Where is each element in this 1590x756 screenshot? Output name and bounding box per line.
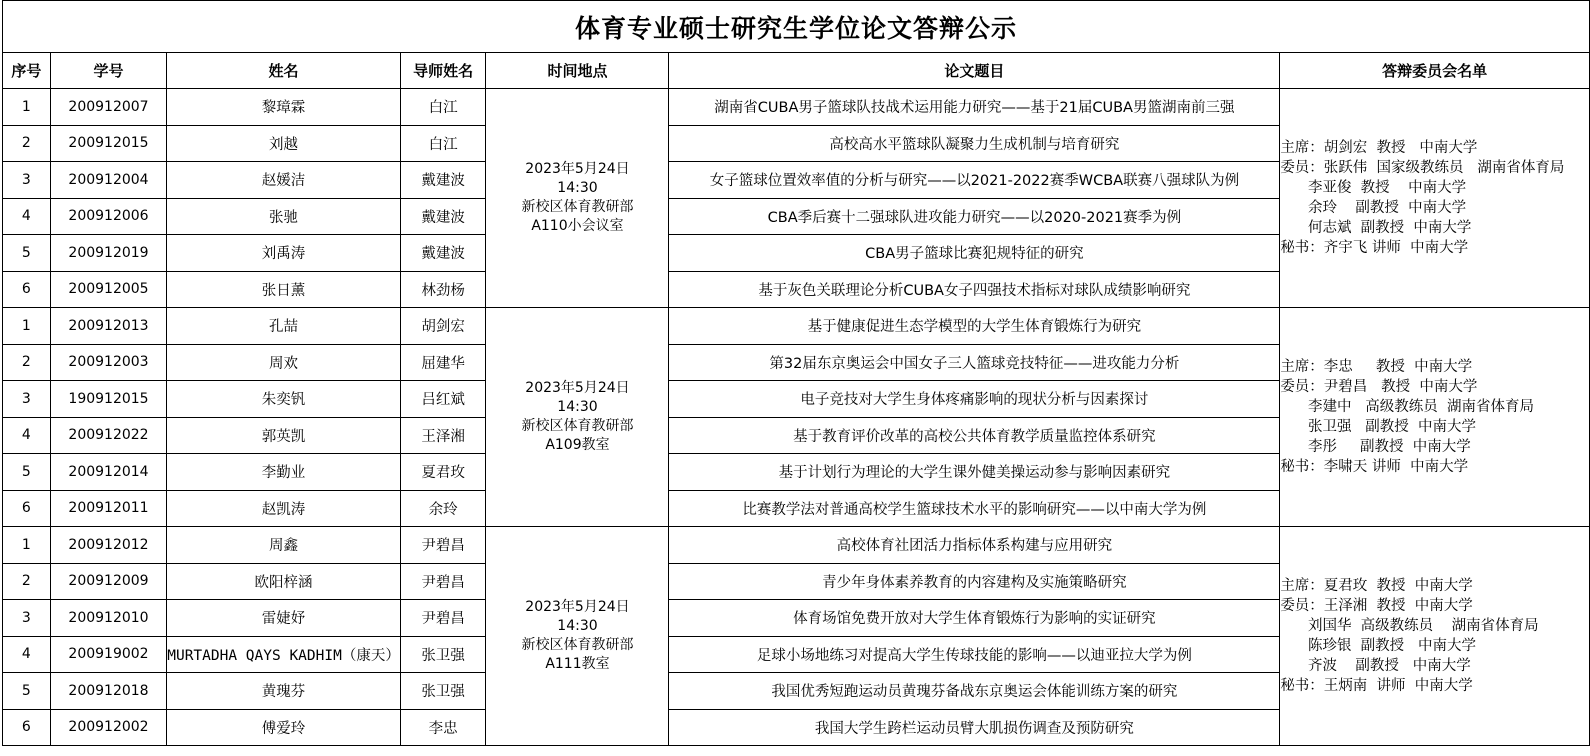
thesis-title-cell: 青少年身体素养教育的内容建构及实施策略研究 [669,563,1280,600]
seq-cell: 3 [3,381,51,418]
committee-line: 主席：夏君玫 教授 中南大学 [1280,578,1473,594]
thesis-title-cell: 足球小场地练习对提高大学生传球技能的影响——以迪亚拉大学为例 [669,636,1280,673]
advisor-cell: 张卫强 [400,673,486,710]
advisor-cell: 李忠 [400,709,486,746]
student-name-cell: 傅爱玲 [167,709,401,746]
time-place-place: 新校区体育教研部 [521,199,634,215]
seq-cell: 5 [3,673,51,710]
thesis-title-cell: CBA季后赛十二强球队进攻能力研究——以2020-2021赛季为例 [669,198,1280,235]
time-place-time: 2023年5月24日 [525,380,630,396]
student-name-cell: 李勤业 [167,454,401,491]
committee-line: 陈珍银 副教授 中南大学 [1280,638,1477,654]
committee-line: 主席：李忠 教授 中南大学 [1280,359,1473,375]
student-name-cell: 黄瑰芬 [167,673,401,710]
seq-cell: 3 [3,162,51,199]
thesis-title-cell: 比赛教学法对普通高校学生篮球技术水平的影响研究——以中南大学为例 [669,490,1280,527]
advisor-cell: 胡剑宏 [400,308,486,345]
committee-line: 委员：尹碧昌 教授 中南大学 [1280,379,1478,395]
student-name-cell: 赵媛洁 [167,162,401,199]
thesis-title-cell: 高校体育社团活力指标体系构建与应用研究 [669,527,1280,564]
committee-line: 李彤 副教授 中南大学 [1280,439,1471,455]
student-id-cell: 200912002 [50,709,166,746]
thesis-title-cell: 女子篮球位置效率值的分析与研究——以2021-2022赛季WCBA联赛八强球队为例 [669,162,1280,199]
table-row [3,308,1590,345]
thesis-title-cell: CBA男子篮球比赛犯规特征的研究 [669,235,1280,272]
seq-cell: 1 [3,527,51,564]
student-id-cell: 200912014 [50,454,166,491]
student-id-cell: 200912009 [50,563,166,600]
header-name: 姓名 [167,53,401,89]
advisor-cell: 戴建波 [400,198,486,235]
committee-line: 齐波 副教授 中南大学 [1280,658,1471,674]
seq-cell: 1 [3,308,51,345]
seq-cell: 4 [3,198,51,235]
time-place-room: A111教室 [545,656,610,672]
student-id-cell: 200912022 [50,417,166,454]
committee-cell [1280,527,1590,746]
committee-line: 余玲 副教授 中南大学 [1280,200,1467,216]
seq-cell: 1 [3,89,51,126]
thesis-title-cell: 基于计划行为理论的大学生课外健美操运动参与影响因素研究 [669,454,1280,491]
thesis-title-cell: 第32届东京奥运会中国女子三人篮球竞技特征——进攻能力分析 [669,344,1280,381]
student-name-cell: 刘禹涛 [167,235,401,272]
committee-line: 主席：胡剑宏 教授 中南大学 [1280,140,1478,156]
time-place-clock: 14:30 [557,180,598,196]
student-name-cell: 朱奕钒 [167,381,401,418]
advisor-cell: 尹碧昌 [400,527,486,564]
committee-line: 委员：王泽湘 教授 中南大学 [1280,598,1473,614]
thesis-title-cell: 我国优秀短跑运动员黄瑰芬备战东京奥运会体能训练方案的研究 [669,673,1280,710]
student-id-cell: 190912015 [50,381,166,418]
student-id-cell: 200912018 [50,673,166,710]
student-name-cell: MURTADHA QAYS KADHIM（康天） [167,636,401,673]
advisor-cell: 吕红斌 [400,381,486,418]
advisor-cell: 尹碧昌 [400,600,486,637]
student-id-cell: 200912006 [50,198,166,235]
committee-cell [1280,308,1590,527]
time-place-place: 新校区体育教研部 [521,637,634,653]
header-advisor: 导师姓名 [400,53,486,89]
committee-line: 李建中 高级教练员 湖南省体育局 [1280,399,1535,415]
student-id-cell: 200912003 [50,344,166,381]
student-name-cell: 张驰 [167,198,401,235]
committee-line: 李亚俊 教授 中南大学 [1280,180,1467,196]
defense-table [2,0,1590,746]
student-name-cell: 赵凯涛 [167,490,401,527]
student-name-cell: 周欢 [167,344,401,381]
student-id-cell: 200912012 [50,527,166,564]
student-name-cell: 黎璋霖 [167,89,401,126]
time-place-clock: 14:30 [557,399,598,415]
time-place-room: A109教室 [545,437,610,453]
student-id-cell: 200912005 [50,271,166,308]
student-id-cell: 200912004 [50,162,166,199]
student-name-cell: 刘越 [167,125,401,162]
student-id-cell: 200912015 [50,125,166,162]
seq-cell: 6 [3,271,51,308]
student-name-cell: 欧阳梓涵 [167,563,401,600]
committee-line: 刘国华 高级教练员 湖南省体育局 [1280,618,1539,634]
advisor-cell: 戴建波 [400,235,486,272]
advisor-cell: 余玲 [400,490,486,527]
seq-cell: 2 [3,125,51,162]
header-seq: 序号 [3,53,51,89]
committee-line: 秘书：齐宇飞 讲师 中南大学 [1280,240,1469,256]
time-place-cell [486,527,669,746]
header-student-id: 学号 [50,53,166,89]
advisor-cell: 夏君玫 [400,454,486,491]
seq-cell: 2 [3,344,51,381]
student-id-cell: 200912011 [50,490,166,527]
seq-cell: 2 [3,563,51,600]
page-title: 体育专业硕士研究生学位论文答辩公示 [3,1,1590,53]
advisor-cell: 戴建波 [400,162,486,199]
time-place-cell [486,89,669,308]
seq-cell: 3 [3,600,51,637]
committee-line: 秘书：王炳南 讲师 中南大学 [1280,678,1473,694]
thesis-title-cell: 高校高水平篮球队凝聚力生成机制与培育研究 [669,125,1280,162]
table-row [3,527,1590,564]
student-id-cell: 200912019 [50,235,166,272]
thesis-title-cell: 电子竞技对大学生身体疼痛影响的现状分析与因素探讨 [669,381,1280,418]
thesis-title-cell: 湖南省CUBA男子篮球队技战术运用能力研究——基于21届CUBA男篮湖南前三强 [669,89,1280,126]
seq-cell: 5 [3,454,51,491]
time-place-clock: 14:30 [557,618,598,634]
advisor-cell: 林劲杨 [400,271,486,308]
student-name-cell: 郭英凯 [167,417,401,454]
table-row [3,89,1590,126]
thesis-title-cell: 基于健康促进生态学模型的大学生体育锻炼行为研究 [669,308,1280,345]
advisor-cell: 白江 [400,125,486,162]
committee-line: 秘书：李啸天 讲师 中南大学 [1280,459,1469,475]
student-id-cell: 200912013 [50,308,166,345]
time-place-room: A110小会议室 [531,218,624,234]
thesis-title-cell: 我国大学生跨栏运动员臂大肌损伤调查及预防研究 [669,709,1280,746]
seq-cell: 6 [3,490,51,527]
student-name-cell: 张日薰 [167,271,401,308]
time-place-cell [486,308,669,527]
seq-cell: 4 [3,636,51,673]
header-thesis-title: 论文题目 [669,53,1280,89]
committee-line: 委员：张跃伟 国家级教练员 湖南省体育局 [1280,160,1565,176]
time-place-time: 2023年5月24日 [525,599,630,615]
student-name-cell: 孔喆 [167,308,401,345]
seq-cell: 6 [3,709,51,746]
committee-cell [1280,89,1590,308]
advisor-cell: 张卫强 [400,636,486,673]
time-place-time: 2023年5月24日 [525,161,630,177]
student-id-cell: 200919002 [50,636,166,673]
thesis-title-cell: 体育场馆免费开放对大学生体育锻炼行为影响的实证研究 [669,600,1280,637]
advisor-cell: 王泽湘 [400,417,486,454]
header-committee: 答辩委员会名单 [1280,53,1590,89]
header-row [3,53,1590,89]
advisor-cell: 尹碧昌 [400,563,486,600]
header-time-place: 时间地点 [486,53,669,89]
student-name-cell: 雷婕妤 [167,600,401,637]
committee-line: 何志斌 副教授 中南大学 [1280,220,1472,236]
committee-line: 张卫强 副教授 中南大学 [1280,419,1477,435]
advisor-cell: 屈建华 [400,344,486,381]
seq-cell: 4 [3,417,51,454]
seq-cell: 5 [3,235,51,272]
thesis-title-cell: 基于教育评价改革的高校公共体育教学质量监控体系研究 [669,417,1280,454]
student-id-cell: 200912010 [50,600,166,637]
time-place-place: 新校区体育教研部 [521,418,634,434]
student-id-cell: 200912007 [50,89,166,126]
student-name-cell: 周鑫 [167,527,401,564]
advisor-cell: 白江 [400,89,486,126]
thesis-title-cell: 基于灰色关联理论分析CUBA女子四强技术指标对球队成绩影响研究 [669,271,1280,308]
